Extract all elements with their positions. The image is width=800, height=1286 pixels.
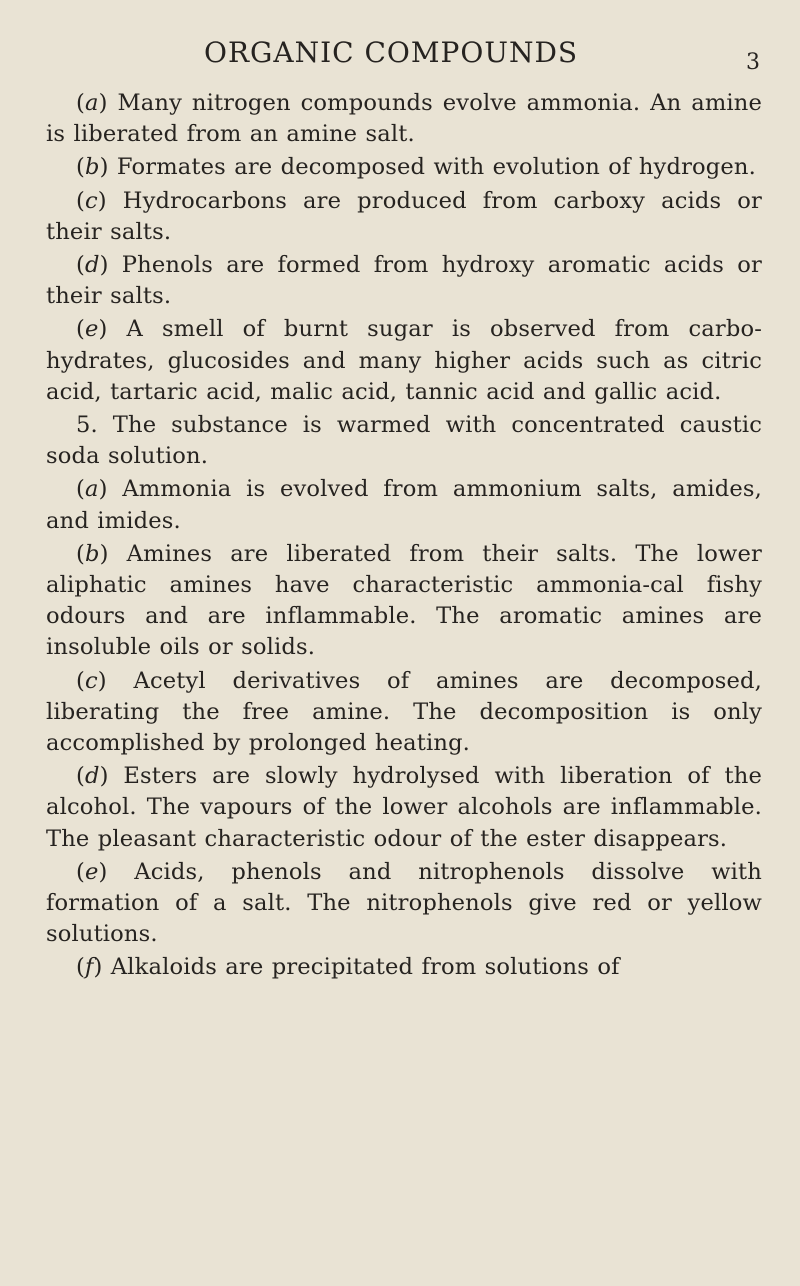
paragraph-d-phenols: (d) Phenols are formed from hydroxy aromatic acids or their salts. bbox=[46, 252, 762, 310]
item-label: e bbox=[84, 316, 99, 343]
item-label: d bbox=[84, 763, 100, 790]
paragraph-e-burnt-sugar: (e) A smell of burnt sugar is observed from carbo-hydrates, glucosides and many higher acids such as citric acid, tartaric acid, malic acid, tannic acid and gallic acid. bbox=[46, 316, 762, 405]
paragraph-b-formates: (b) Formates are decomposed with evolution of hydrogen. bbox=[76, 154, 756, 181]
paragraph-text: Acids, phenols and nitrophenols dissolve with formation of a salt. The nitrophenols give red or yellow solutions. bbox=[46, 858, 762, 948]
item-label: e bbox=[84, 858, 99, 885]
item-label: d bbox=[84, 252, 100, 279]
paragraph-a-ammonia: (a) Ammonia is evolved from ammonium salts, amides, and imides. bbox=[46, 476, 762, 534]
paragraph-text: Amines are liberated from their salts. The lower aliphatic amines have characteristic ammonia-cal fishy odours and are inflammable. The aromatic amines are insoluble oils or solids. bbox=[46, 540, 762, 661]
paragraph-text: 5. The substance is warmed with concentrated caustic soda solution. bbox=[46, 412, 762, 470]
item-label: a bbox=[84, 90, 99, 116]
page-number: 3 bbox=[746, 50, 760, 75]
paragraph-text: Hydrocarbons are produced from carboxy acids or their salts. bbox=[46, 187, 762, 245]
paragraph-text: Formates are decomposed with evolution of hydrogen. bbox=[108, 154, 756, 181]
item-label: b bbox=[84, 154, 100, 181]
item-label: c bbox=[84, 667, 98, 694]
item-label: f bbox=[84, 954, 94, 981]
paragraph-b-amines: (b) Amines are liberated from their salts. The lower aliphatic amines have characteristic ammonia-cal fishy odours and are inflammable. The aromatic amines are insoluble oils or solids. bbox=[46, 540, 762, 661]
paragraph-text: Ammonia is evolved from ammonium salts, amides, and imides. bbox=[46, 476, 762, 534]
running-head: ORGANIC COMPOUNDS bbox=[204, 36, 579, 69]
page-header bbox=[46, 36, 762, 88]
item-label: b bbox=[84, 540, 100, 567]
item-label: a bbox=[84, 476, 99, 503]
item-label: c bbox=[84, 187, 98, 214]
paragraph-text: Alkaloids are precipitated from solutions of bbox=[102, 954, 620, 981]
paragraph-e-acids: (e) Acids, phenols and nitrophenols dissolve with formation of a salt. The nitrophenols give red or yellow solutions. bbox=[46, 858, 762, 948]
paragraph-text: A smell of burnt sugar is observed from carbo-hydrates, glucosides and many higher acids such as citric acid, tartaric acid, malic acid, tannic acid and gallic acid. bbox=[46, 316, 762, 405]
paragraph-text: Phenols are formed from hydroxy aromatic acids or their salts. bbox=[46, 252, 762, 310]
paragraph-f-alkaloids: (f) Alkaloids are precipitated from solutions of bbox=[76, 954, 620, 981]
paragraph-text: Esters are slowly hydrolysed with liberation of the alcohol. The vapours of the lower alcohols are inflammable. The pleasant characteristic odour of the ester disappears. bbox=[46, 763, 762, 852]
paragraph-a-nitrogen: (a) Many nitrogen compounds evolve ammonia. An amine is liberated from an amine salt. bbox=[46, 90, 762, 148]
paragraph-c-acetyl: (c) Acetyl derivatives of amines are decomposed, liberating the free amine. The decomposition is only accomplished by prolonged heating. bbox=[46, 667, 762, 757]
paragraph-text: Acetyl derivatives of amines are decomposed, liberating the free amine. The decomposition is only accomplished by prolonged heating. bbox=[46, 667, 762, 757]
paragraph-5-caustic-soda bbox=[46, 410, 762, 472]
paragraph-c-hydrocarbons: (c) Hydrocarbons are produced from carboxy acids or their salts. bbox=[46, 187, 762, 245]
body-text bbox=[46, 88, 762, 984]
paragraph-d-esters: (d) Esters are slowly hydrolysed with liberation of the alcohol. The vapours of the lower alcohols are inflammable. The pleasant characteristic odour of the ester disappears. bbox=[46, 763, 762, 852]
paragraph-text: Many nitrogen compounds evolve ammonia. An amine is liberated from an amine salt. bbox=[46, 90, 762, 148]
